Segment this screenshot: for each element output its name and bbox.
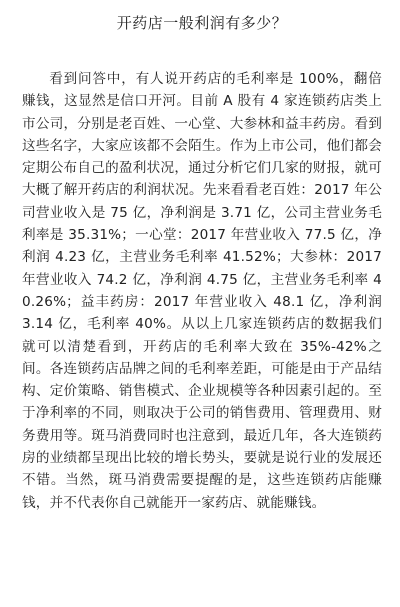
article-paragraph: 看到问答中，有人说开药店的毛利率是 100%，翻倍赚钱，这显然是信口开河。目前 A 股有 4 家连锁药店类上市公司，分别是老百姓、一心堂、大参林和益丰药房。看到这些名字，大家应该都不会陌生。作为上市公司，他们都会定期公布自己的盈利状况，通过分析它们几家的财报，就可大概了解开药店的利润状况。先来看看老百姓：2017 年公司营业收入是 75 亿，净利润是 3.71 亿，公司主营业务毛利率是 35.31%；一心堂：2017 年营业收入 77.5 亿，净利润 4.23 亿，主营业务毛利率 41.52%；大参林：2017 年营业收入 74.2 亿，净利润 4.75 亿，主营业务毛利率 40.26%；益丰药房：2017 年营业收入 48.1 亿，净利润 3.14 亿，毛利率 40%。从以上几家连锁药店的数据我们就可以清楚看到，开药店的毛利率大致在 35%-42%之间。各连锁药店品牌之间的毛利率差距，可能是由于产品结构、定价策略、销售模式、企业规模等各种因素引起的。至于净利率的不同，则取决于公司的销售费用、管理费用、财务费用等。斑马消费同时也注意到，最近几年，各大连锁药房的业绩都呈现出比较的增长势头，要就是说行业的发展还不错。当然，斑马消费需要提醒的是，这些连锁药店能赚钱，并不代表你自己就能开一家药店、就能赚钱。 xyxy=(22,71,382,511)
article-title: 开药店一般利润有多少？ xyxy=(116,14,288,32)
